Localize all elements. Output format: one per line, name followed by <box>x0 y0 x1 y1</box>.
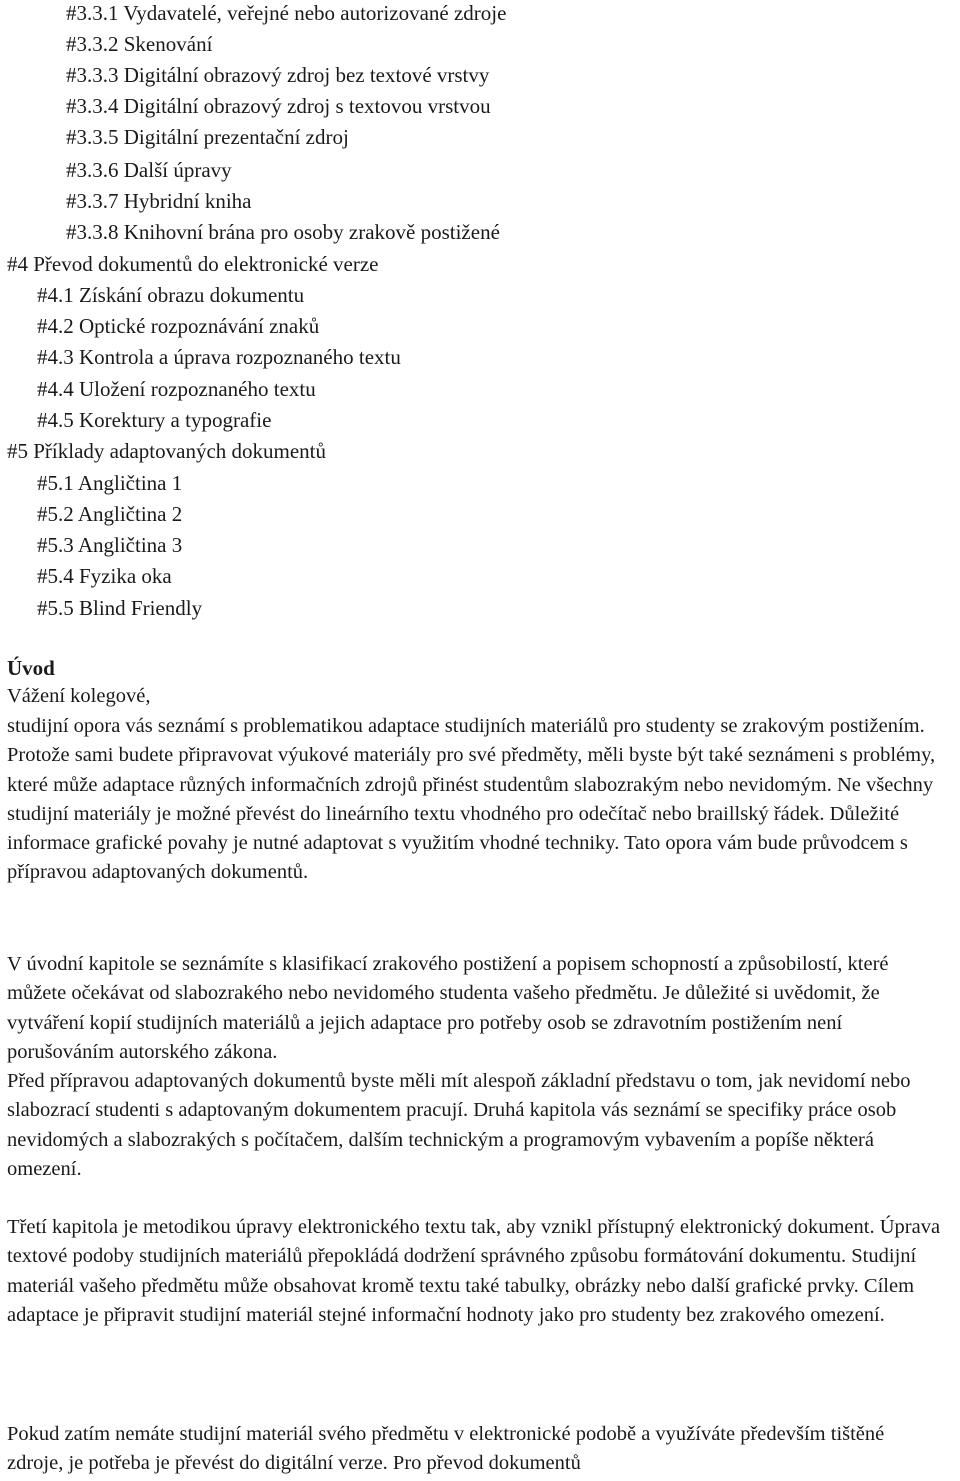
toc-entry[interactable]: #3.3.1 Vydavatelé, veřejné nebo autorizované zdroje <box>66 1 507 25</box>
greeting-line: Vážení kolegové, <box>7 685 151 707</box>
toc-entry[interactable]: #3.3.4 Digitální obrazový zdroj s textovou vrstvou <box>66 94 491 118</box>
toc-entry[interactable]: #3.3.5 Digitální prezentační zdroj <box>66 125 349 149</box>
toc-entry[interactable]: #3.3.7 Hybridní kniha <box>66 189 252 213</box>
section-heading: Úvod <box>7 656 55 680</box>
paragraph: Třetí kapitola je metodikou úpravy elektronického textu tak, aby vznikl přístupný elektronický dokument. Úprava textové podoby studijních materiálů přepokládá dodržení správného způsobu formátování dokumentu. Studijní materiál vašeho předmětu může obsahovat kromě textu také tabulky, obrázky nebo další grafické prvky. Cílem adaptace je připravit studijní materiál stejné informační hodnoty jako pro studenty bez zrakového omezení. <box>7 1216 941 1326</box>
paragraph: Před přípravou adaptovaných dokumentů byste měli mít alespoň základní představu o tom, jak nevidomí nebo slabozrací studenti s adaptovaným dokumentem pracují. Druhá kapitola vás seznámí se specifiky práce osob nevidomých a slabozrakých s počítačem, dalším technickým a programovým vybavením a popíše některá omezení. <box>7 1070 911 1180</box>
toc-entry[interactable]: #5.4 Fyzika oka <box>37 564 172 588</box>
toc-entry[interactable]: #4 Převod dokumentů do elektronické verze <box>7 252 379 276</box>
paragraph: V úvodní kapitole se seznámíte s klasifikací zrakového postižení a popisem schopností a způsobilostí, které můžete očekávat od slabozrakého nebo nevidomého studenta vašeho předmětu. Je důležité si uvědomit, že vytváření kopií studijních materiálů a jejich adaptace pro potřeby osob se zdravotním postižením není porušováním autorského zákona. <box>7 953 889 1063</box>
toc-entry[interactable]: #3.3.6 Další úpravy <box>66 158 232 182</box>
toc-entry[interactable]: #4.1 Získání obrazu dokumentu <box>37 283 305 307</box>
toc-entry[interactable]: #5.1 Angličtina 1 <box>37 471 183 495</box>
toc-entry[interactable]: #5.5 Blind Friendly <box>37 596 203 620</box>
paragraph: Pokud zatím nemáte studijní materiál svého předmětu v elektronické podobě a využíváte především tištěné zdroje, je potřeba je převést do digitální verze. Pro převod dokumentů <box>7 1423 885 1475</box>
toc-entry[interactable]: #3.3.2 Skenování <box>66 32 213 56</box>
toc-entry[interactable]: #4.2 Optické rozpoznávání znaků <box>37 314 320 338</box>
toc-entry[interactable]: #3.3.8 Knihovní brána pro osoby zrakově postižené <box>66 220 500 244</box>
toc-entry[interactable]: #5.3 Angličtina 3 <box>37 533 183 557</box>
toc-entry[interactable]: #5 Příklady adaptovaných dokumentů <box>7 439 327 463</box>
toc-entry[interactable]: #4.5 Korektury a typografie <box>37 408 272 432</box>
toc-entry[interactable]: #4.4 Uložení rozpoznaného textu <box>37 377 316 401</box>
toc-entry[interactable]: #3.3.3 Digitální obrazový zdroj bez textové vrstvy <box>66 63 490 87</box>
paragraph: studijní opora vás seznámí s problematikou adaptace studijních materiálů pro studenty se zrakovým postižením. Protože sami budete připravovat výukové materiály pro své předměty, měli byste být také seznámeni s problémy, které může adaptace různých informačních zdrojů přinést studentům slabozrakým nebo nevidomým. Ne všechny studijní materiály je možné převést do lineárního textu vhodného pro odečítač nebo braillský řádek. Důležité informace grafické povahy je nutné adaptovat s využitím vhodné techniky. Tato opora vám bude průvodcem s přípravou adaptovaných dokumentů. <box>7 715 936 884</box>
toc-entry[interactable]: #5.2 Angličtina 2 <box>37 502 183 526</box>
toc-entry[interactable]: #4.3 Kontrola a úprava rozpoznaného textu <box>37 345 401 369</box>
